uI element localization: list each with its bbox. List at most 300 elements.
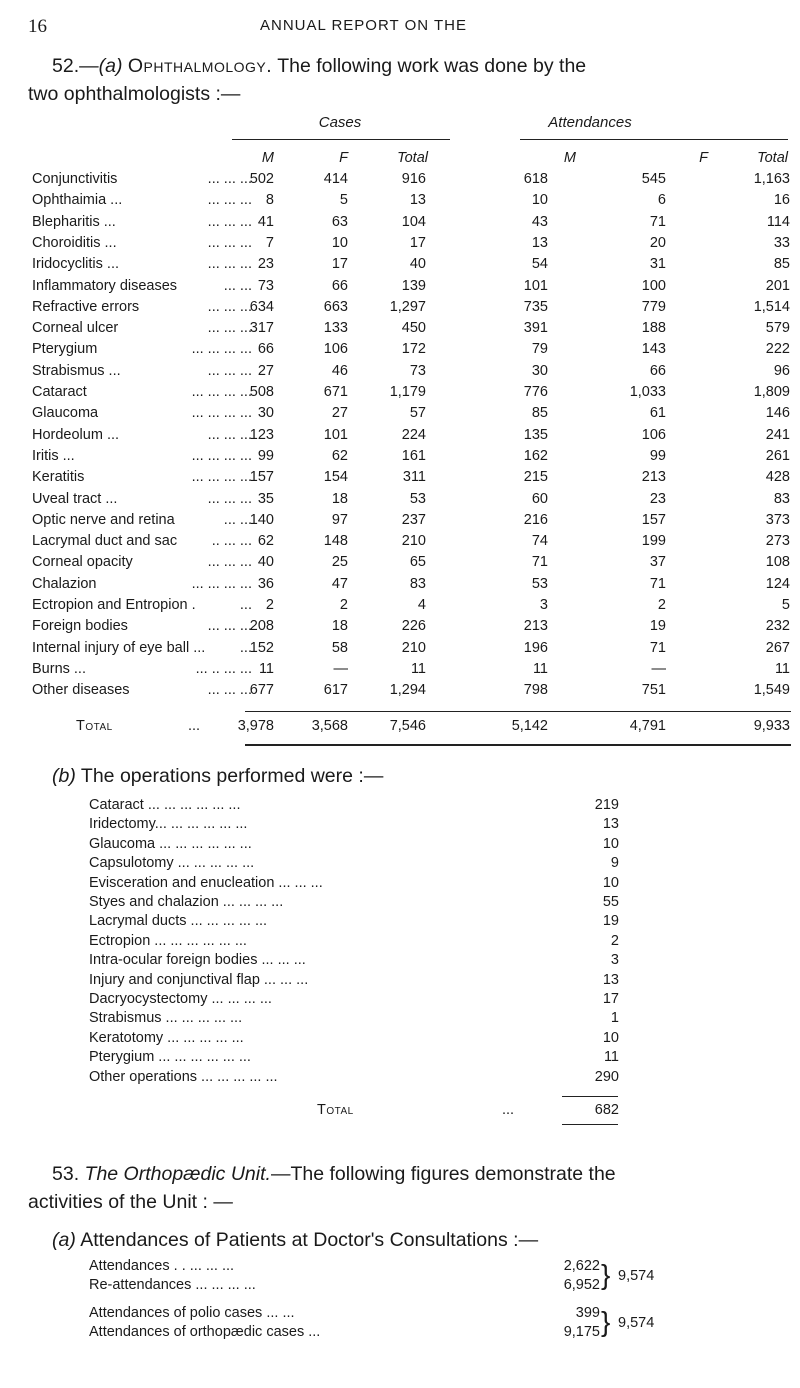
cell-att-m: 74: [531, 533, 548, 550]
cell-att-m: 10: [531, 192, 548, 209]
ops-total-top-rule: [562, 1096, 618, 1097]
total-att-total: 9,933: [753, 718, 790, 734]
operation-row: [89, 1030, 649, 1049]
row-leader-dots: ... ... ...: [207, 362, 252, 379]
table-row: [32, 320, 792, 341]
cell-cases-m: 2: [265, 597, 274, 613]
cell-cases-m: 27: [257, 362, 274, 379]
cell-cases-total: 1,179: [389, 384, 426, 400]
operation-label: Strabismus ... ... ... ... ...: [89, 1010, 243, 1027]
cell-att-m: 43: [531, 213, 548, 230]
operation-row: [89, 797, 649, 816]
row-leader-dots: ... ... ...: [207, 256, 252, 273]
ortho-row-value: 9,175: [563, 1324, 600, 1340]
cell-cases-f: 47: [331, 575, 348, 592]
cell-cases-total: 226: [401, 618, 426, 635]
total-label: Total: [76, 718, 113, 734]
operation-count: 13: [602, 971, 619, 988]
row-label: Corneal ulcer: [32, 320, 119, 337]
cell-cases-f: 5: [339, 192, 348, 209]
cell-att-m: 215: [523, 469, 548, 486]
brace-icon: }: [601, 1306, 611, 1337]
part-label: (b): [52, 765, 76, 787]
table-row: [32, 533, 792, 554]
ops-total-row: [89, 1102, 649, 1121]
cell-att-total: 232: [765, 618, 790, 635]
cell-cases-m: 140: [249, 511, 274, 528]
orthopaedic-subheading: [52, 1226, 538, 1254]
row-leader-dots: ... ... ...: [207, 682, 252, 699]
attendances-group-header: Attendances: [548, 114, 632, 131]
operation-row: [89, 816, 649, 835]
row-leader-dots: ... ...: [223, 511, 252, 528]
cell-att-total: 16: [773, 192, 790, 209]
cell-att-m: 71: [531, 554, 548, 571]
total-cases-f: 3,568: [311, 718, 348, 734]
cell-cases-f: 63: [331, 213, 348, 230]
table-row: [32, 256, 792, 277]
cell-cases-f: 97: [331, 511, 348, 528]
cell-cases-m: 7: [265, 234, 274, 251]
table-row: [32, 491, 792, 512]
cell-att-total: 146: [765, 405, 790, 422]
cell-cases-f: 671: [323, 384, 348, 400]
ops-total-value: 682: [594, 1102, 619, 1118]
cell-att-total: 222: [765, 341, 790, 358]
col-header-cases-f: F: [339, 150, 348, 166]
row-label: Inflammatory diseases: [32, 277, 178, 294]
cell-cases-total: 1,297: [389, 298, 426, 315]
cell-cases-f: 663: [323, 298, 348, 315]
cell-cases-total: 210: [401, 533, 426, 550]
row-label: Hordeolum ...: [32, 426, 120, 443]
table-row: [32, 682, 792, 703]
row-leader-dots: ... ... ...: [207, 320, 252, 337]
cell-cases-m: 123: [249, 426, 274, 443]
operation-label: Dacryocystectomy ... ... ... ...: [89, 991, 272, 1007]
operation-row: [89, 952, 649, 971]
cell-att-m: 135: [523, 426, 548, 443]
cell-cases-m: 317: [249, 320, 274, 337]
cell-att-total: 124: [765, 575, 790, 592]
row-leader-dots: ... ... ...: [207, 618, 252, 635]
ops-total-dots: ...: [502, 1102, 515, 1118]
operation-label: Keratotomy ... ... ... ... ...: [89, 1029, 244, 1046]
cases-brace: [232, 139, 450, 148]
cell-att-total: 96: [773, 362, 790, 379]
operation-count: 10: [602, 1029, 619, 1046]
operation-count: 9: [610, 855, 619, 872]
table-row: [32, 214, 792, 235]
section-number: 52.—: [52, 55, 99, 77]
cell-att-total: 11: [774, 660, 790, 677]
operation-label: Ectropion ... ... ... ... ... ...: [89, 932, 247, 949]
cell-att-f: 31: [649, 256, 666, 273]
operation-count: 10: [602, 835, 619, 852]
row-label: Refractive errors: [32, 298, 140, 315]
table-row: [32, 299, 792, 320]
cell-att-f: 99: [649, 447, 666, 464]
cell-att-m: 54: [531, 256, 548, 273]
table-row: [32, 235, 792, 256]
row-label: Choroiditis ...: [32, 234, 117, 251]
cell-att-m: 213: [523, 618, 548, 635]
ops-total-label: Total: [317, 1102, 354, 1118]
cell-att-total: 1,514: [753, 298, 790, 315]
row-leader-dots: .. ... ...: [211, 533, 252, 550]
operation-label: Injury and conjunctival flap ... ... ...: [89, 971, 309, 988]
total-att-f: 4,791: [629, 718, 666, 734]
ortho-row-value: 399: [575, 1305, 600, 1321]
part-label: (a): [98, 55, 123, 77]
attendances-brace: [520, 139, 788, 148]
cell-cases-m: 634: [249, 298, 274, 315]
row-label: Ophthaimia ...: [32, 192, 123, 209]
cell-cases-f: 58: [331, 639, 348, 656]
table-row: [32, 576, 792, 597]
cell-att-f: 71: [649, 575, 666, 592]
table-row: [32, 405, 792, 426]
cell-cases-m: 23: [257, 256, 274, 273]
cell-cases-m: 35: [257, 490, 274, 507]
cell-cases-m: 502: [249, 171, 274, 187]
cell-cases-f: 17: [331, 256, 348, 273]
cell-att-f: 19: [649, 618, 666, 635]
cell-att-m: 101: [523, 277, 548, 294]
intro-text: The following work was done by the: [277, 55, 587, 77]
section-title: The Orthopædic Unit.: [84, 1163, 271, 1185]
operation-row: [89, 855, 649, 874]
row-label: Other diseases: [32, 682, 130, 699]
total-cases-total: 7,546: [389, 718, 426, 734]
ortho-row-label: Attendances . . ... ... ...: [89, 1258, 235, 1274]
table-row: [32, 512, 792, 533]
table-row: [32, 640, 792, 661]
cell-att-f: 545: [641, 171, 666, 187]
part-label: (a): [52, 1229, 76, 1251]
cell-cases-total: 916: [401, 171, 426, 187]
cell-att-m: 196: [523, 639, 548, 656]
cell-att-total: 5: [781, 597, 790, 613]
cell-cases-m: 30: [257, 405, 274, 422]
col-header-att-m: M: [563, 150, 576, 166]
operation-label: Capsulotomy ... ... ... ... ...: [89, 855, 255, 872]
total-att-m: 5,142: [511, 718, 548, 734]
cell-att-m: 13: [531, 234, 548, 251]
cell-cases-m: 62: [257, 533, 274, 550]
operation-label: Intra-ocular foreign bodies ... ... ...: [89, 952, 306, 969]
table-row: [32, 618, 792, 639]
operation-row: [89, 894, 649, 913]
cell-cases-m: 152: [249, 639, 274, 656]
row-label: Keratitis: [32, 469, 85, 486]
row-leader-dots: ...: [239, 639, 252, 656]
row-label: Iritis ...: [32, 447, 75, 464]
cell-cases-total: 311: [402, 469, 426, 486]
row-leader-dots: ... ... ... ...: [191, 341, 252, 358]
cell-att-f: 100: [641, 277, 666, 294]
cell-cases-total: 40: [409, 256, 426, 273]
cell-cases-m: 208: [249, 618, 274, 635]
group-total: 9,574: [618, 1268, 655, 1284]
row-label: Optic nerve and retina: [32, 511, 175, 528]
cases-group-header: Cases: [318, 114, 362, 131]
cell-att-f: 71: [649, 213, 666, 230]
cell-cases-f: 62: [331, 447, 348, 464]
cell-att-total: 261: [765, 447, 790, 464]
row-label: Glaucoma: [32, 405, 99, 422]
total-top-rule: [245, 711, 791, 712]
row-leader-dots: ... ... ...: [207, 426, 252, 443]
cell-cases-f: 10: [331, 234, 348, 251]
row-leader-dots: ... ... ...: [207, 490, 252, 507]
cell-att-f: 2: [657, 597, 666, 613]
row-label: Internal injury of eye ball ...: [32, 639, 206, 656]
cell-cases-f: 106: [323, 341, 348, 358]
cell-att-total: 373: [765, 511, 790, 528]
cell-cases-f: 617: [323, 682, 348, 699]
table-row: [32, 554, 792, 575]
row-label: Burns ...: [32, 660, 86, 677]
cell-att-total: 201: [765, 277, 790, 294]
row-leader-dots: ...: [239, 597, 252, 613]
cell-cases-total: 237: [401, 511, 426, 528]
cell-cases-total: 73: [409, 362, 426, 379]
cell-att-f: 61: [649, 405, 666, 422]
operation-row: [89, 836, 649, 855]
cell-cases-total: 172: [401, 341, 426, 358]
operation-count: 3: [610, 952, 619, 969]
operation-row: [89, 1010, 649, 1029]
cell-cases-f: 154: [323, 469, 348, 486]
cell-cases-f: 66: [331, 277, 348, 294]
row-leader-dots: ... ... ... ...: [191, 469, 252, 486]
section-number: 53.: [52, 1163, 80, 1185]
col-header-cases-m: M: [261, 150, 274, 166]
row-leader-dots: ... ... ...: [207, 234, 252, 251]
row-leader-dots: ... ... ... ...: [191, 405, 252, 422]
cell-att-f: 213: [641, 469, 666, 486]
row-label: Blepharitis ...: [32, 213, 116, 230]
cell-att-total: 83: [773, 490, 790, 507]
row-label: Uveal tract ...: [32, 490, 118, 507]
operation-row: [89, 1069, 649, 1088]
section-53-intro-line2: activities of the Unit : —: [28, 1191, 233, 1213]
operation-count: 55: [602, 894, 619, 910]
cell-att-f: —: [651, 660, 666, 677]
cell-att-f: 71: [649, 639, 666, 656]
table-row: [32, 363, 792, 384]
row-leader-dots: ... .. ... ...: [195, 660, 252, 677]
operations-heading: [52, 762, 383, 790]
operation-label: Iridectomy... ... ... ... ... ...: [89, 816, 248, 833]
cell-att-f: 199: [641, 533, 666, 550]
intro-text: —The following figures demonstrate the: [270, 1163, 616, 1185]
cell-cases-f: 2: [339, 597, 348, 613]
cell-att-f: 20: [649, 234, 666, 251]
ortho-row-label: Attendances of orthopædic cases ...: [89, 1324, 321, 1340]
cell-att-f: 37: [649, 554, 666, 571]
cell-att-m: 60: [531, 490, 548, 507]
ortho-row-value: 6,952: [563, 1277, 600, 1293]
cell-att-m: 11: [532, 660, 548, 677]
cell-cases-total: 161: [401, 447, 426, 464]
row-label: Iridocyclitis ...: [32, 256, 120, 273]
operations-heading-text: The operations performed were :—: [80, 765, 384, 787]
section-title: Ophthalmology.: [127, 55, 273, 77]
cell-cases-total: 13: [409, 192, 426, 209]
cell-att-f: 1,033: [629, 384, 666, 400]
running-head: ANNUAL REPORT ON THE: [260, 17, 467, 34]
group-total: 9,574: [618, 1315, 655, 1331]
total-row: [32, 718, 792, 739]
cell-cases-total: 210: [401, 639, 426, 656]
row-label: Strabismus ...: [32, 362, 121, 379]
table-row: [32, 469, 792, 490]
cell-cases-total: 4: [417, 597, 426, 613]
operation-row: [89, 991, 649, 1010]
operation-count: 17: [602, 991, 619, 1007]
cell-att-total: 273: [765, 533, 790, 550]
cell-att-total: 428: [765, 469, 790, 486]
total-bottom-rule: [245, 744, 791, 746]
cell-att-total: 114: [766, 213, 790, 230]
row-label: Conjunctivitis: [32, 171, 118, 187]
cell-att-f: 751: [641, 682, 666, 699]
cell-cases-total: 224: [401, 426, 426, 443]
operation-count: 11: [603, 1049, 619, 1066]
cell-att-m: 735: [523, 298, 548, 315]
row-label: Corneal opacity: [32, 554, 133, 571]
cell-cases-total: 1,294: [389, 682, 426, 699]
row-leader-dots: ... ... ...: [207, 554, 252, 571]
cell-cases-total: 104: [401, 213, 426, 230]
ortho-row-value: 2,622: [563, 1258, 600, 1274]
operation-row: [89, 933, 649, 952]
operation-count: 219: [594, 797, 619, 813]
section-52-intro-line2: two ophthalmologists :—: [28, 83, 241, 105]
table-row: [32, 448, 792, 469]
operation-label: Cataract ... ... ... ... ... ...: [89, 797, 241, 813]
cell-cases-m: 157: [249, 469, 274, 486]
cell-cases-m: 36: [257, 575, 274, 592]
total-cases-m: 3,978: [237, 718, 274, 734]
cell-att-m: 3: [539, 597, 548, 613]
operation-count: 19: [602, 913, 619, 930]
cell-att-m: 85: [531, 405, 548, 422]
table-row: [32, 384, 792, 405]
table-row: [32, 341, 792, 362]
cell-att-m: 798: [523, 682, 548, 699]
cell-att-total: 85: [773, 256, 790, 273]
cell-att-total: 1,163: [753, 171, 790, 187]
operation-label: Glaucoma ... ... ... ... ... ...: [89, 835, 252, 852]
cell-att-f: 143: [641, 341, 666, 358]
operation-count: 1: [610, 1010, 619, 1027]
cell-att-total: 1,549: [753, 682, 790, 699]
cell-cases-total: 450: [401, 320, 426, 337]
operation-label: Other operations ... ... ... ... ...: [89, 1068, 278, 1085]
operation-count: 2: [610, 932, 619, 949]
ops-total-bottom-rule: [562, 1124, 618, 1125]
cell-cases-total: 65: [409, 554, 426, 571]
operation-label: Pterygium ... ... ... ... ... ...: [89, 1049, 251, 1066]
cell-att-total: 108: [765, 554, 790, 571]
table-row: [32, 661, 792, 682]
cell-cases-m: 99: [257, 447, 274, 464]
cell-att-m: 776: [523, 384, 548, 400]
cell-cases-total: 83: [409, 575, 426, 592]
row-label: Cataract: [32, 384, 87, 400]
cell-att-m: 162: [523, 447, 548, 464]
cell-att-total: 241: [765, 426, 790, 443]
cell-att-m: 53: [531, 575, 548, 592]
cell-att-m: 79: [531, 341, 548, 358]
cell-cases-f: 18: [331, 618, 348, 635]
section-52-intro: [52, 52, 792, 80]
cell-cases-f: —: [333, 660, 348, 677]
cell-cases-m: 73: [257, 277, 274, 294]
total-dots: ...: [188, 718, 201, 734]
cell-att-m: 30: [531, 362, 548, 379]
cell-cases-m: 66: [257, 341, 274, 358]
operation-count: 10: [602, 874, 619, 891]
table-row: [32, 171, 792, 192]
cell-cases-f: 27: [331, 405, 348, 422]
orthopaedic-subheading-text: Attendances of Patients at Doctor's Consultations :—: [80, 1229, 539, 1251]
row-label: Ectropion and Entropion .: [32, 597, 196, 613]
cell-att-f: 6: [657, 192, 666, 209]
cell-cases-f: 414: [323, 171, 348, 187]
cell-att-total: 33: [773, 234, 790, 251]
cell-att-m: 216: [523, 511, 548, 528]
row-leader-dots: ... ... ... ...: [191, 384, 252, 400]
table-row: [32, 597, 792, 618]
col-header-att-f: F: [699, 150, 708, 166]
cell-att-f: 66: [649, 362, 666, 379]
operation-label: Styes and chalazion ... ... ... ...: [89, 894, 284, 910]
operation-count: 13: [602, 816, 619, 833]
table-row: [32, 192, 792, 213]
cell-att-m: 391: [523, 320, 548, 337]
cell-cases-m: 8: [265, 192, 274, 209]
row-label: Lacrymal duct and sac: [32, 533, 178, 550]
row-leader-dots: ... ... ...: [207, 192, 252, 209]
cell-cases-total: 53: [409, 490, 426, 507]
cell-att-f: 23: [649, 490, 666, 507]
operation-row: [89, 875, 649, 894]
row-label: Pterygium: [32, 341, 98, 358]
row-leader-dots: ... ... ...: [207, 213, 252, 230]
row-label: Foreign bodies: [32, 618, 128, 635]
cell-cases-total: 17: [409, 234, 426, 251]
cell-att-f: 106: [641, 426, 666, 443]
cell-cases-f: 46: [331, 362, 348, 379]
cell-cases-m: 677: [249, 682, 274, 699]
cell-cases-f: 148: [323, 533, 348, 550]
cell-att-total: 267: [765, 639, 790, 656]
cell-cases-f: 133: [323, 320, 348, 337]
cell-att-f: 779: [641, 298, 666, 315]
cell-cases-m: 41: [257, 213, 274, 230]
section-53-intro: [52, 1160, 792, 1188]
operation-label: Lacrymal ducts ... ... ... ... ...: [89, 913, 268, 930]
operation-row: [89, 1049, 649, 1068]
row-label: Chalazion: [32, 575, 97, 592]
cell-att-total: 1,809: [753, 384, 790, 400]
cell-att-m: 618: [523, 171, 548, 187]
table-row: [32, 278, 792, 299]
